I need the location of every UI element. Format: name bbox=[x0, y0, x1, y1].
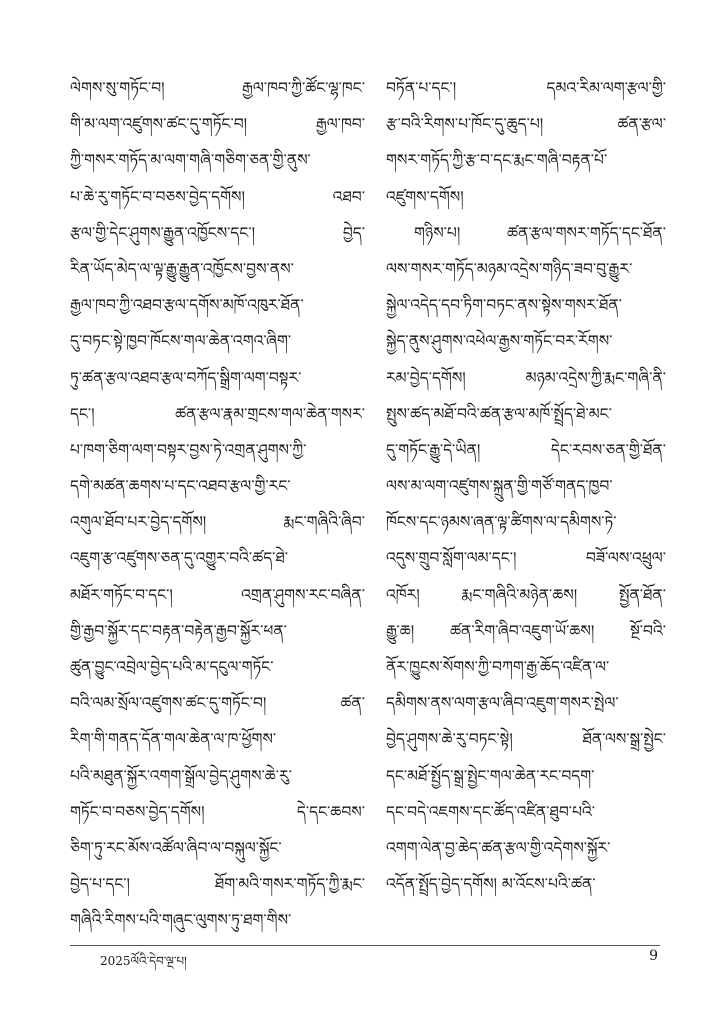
text-line: དམིགས་ནས་ལག་རྩལ་ཞིབ་འཇུག་གསར་སྤེལ་ bbox=[386, 694, 619, 713]
text-line: འདོན་སྤྲོད་བྱེད་དགོས། མ་འོངས་པའི་ཚན་ bbox=[386, 875, 596, 894]
footer-issue-label: 2025ལོའི་དེབ་ལྔ་པ། bbox=[100, 954, 187, 968]
text-line: རིག་གི་གནད་དོན་གལ་ཆེན་ལ་ཁ་ཕྱོགས་ bbox=[70, 730, 277, 749]
text-line: རྩ་བའི་རིགས་པ་ཁོང་དུ་ཆུད་པ། ཚན་རྩལ་ bbox=[386, 115, 666, 134]
text-line: པའི་མཐུན་སྐྱོར་འགག་སྒྲོལ་བྱེད་ཤུགས་ཆེ་རུ་ bbox=[70, 766, 292, 785]
text-line: སྐྱེལ་འདེད་དབ་ཏིག་བཏང་ནས་སྟེས་གསར་ཐོན་ bbox=[386, 296, 622, 315]
text-line: གི་མ་ལག་འཛུགས་ཚང་དུ་གཏོང་བ། རྒྱལ་ཁབ་ bbox=[70, 115, 365, 134]
text-line: གྱི་རྒྱབ་སྐྱོར་དང་བརྟན་བརྟེན་རྒྱབ་སྐྱོར་ཕན་ bbox=[70, 621, 287, 640]
text-line: དང་བདེ་འཇགས་དང་ཚོད་འཛིན་ཐུབ་པའི་ bbox=[386, 802, 596, 821]
text-line: འདུས་གྲུབ་སློག་ལམ་དང་། བཟོ་ལས་འཕྲུལ་ bbox=[386, 549, 666, 568]
text-line: གསར་གཏོད་ཀྱི་རྩ་བ་དང་རྨང་གཞི་བརྟན་པོ་ bbox=[386, 151, 608, 170]
text-line: ཀྱི་གསར་གཏོད་མ་ལག་གཞི་གཅིག་ཅན་གྱི་ནུས་ bbox=[70, 151, 311, 170]
text-line: ནོར་ཁྱུངས་སོགས་ཀྱི་བཀག་རྒྱ་ཆོད་འཛིན་ལ་ bbox=[386, 658, 610, 676]
text-line: བྱེད་པ་དང་། ཐོག་མའི་གསར་གཏོད་ཀྱི་རྨང་ bbox=[70, 875, 365, 894]
text-line: གཉིས་པ། ཚན་རྩལ་གསར་གཏོད་དང་ཐོན་ bbox=[414, 223, 666, 242]
text-line: དུ་བཏང་སྟེ་ཁྱབ་ཁོངས་གལ་ཆེན་འགའ་ཞིག་ bbox=[70, 332, 292, 351]
text-line: རིན་ཡོད་མེད་ལ་ལྟ་རྒྱུ་རྒྱུན་འཁྱོངས་བྱས་ནས་ bbox=[70, 259, 294, 278]
text-line: དང་མཐོ་སྤྱོད་སྒྲ་སྤྱེང་གལ་ཆེན་རང་བདག་ bbox=[386, 766, 595, 785]
footer-rule bbox=[70, 945, 660, 946]
left-column bbox=[70, 70, 365, 939]
text-line: བའི་ལམ་སྲོལ་འཛུགས་ཚང་དུ་གཏོང་བ། ཚན་ bbox=[70, 694, 365, 713]
text-line: ལས་གསར་གཏོད་མཉམ་འདྲེས་གཉིད་ཟབ་བུ་རྒྱུར་ bbox=[386, 259, 633, 278]
text-line: རྒྱུ་ཆ། ཚན་རིག་ཞིབ་འཇུག་ཡོ་ཆས། སྔོ་བའི་ bbox=[386, 621, 666, 640]
text-line: བཏོན་པ་དང་། དམའ་རིམ་ལག་རྩལ་གྱི་ bbox=[386, 79, 666, 97]
text-line: སྤུས་ཚད་མཐོ་བའི་ཚན་རྩལ་མཁོ་སྤྲོད་ཐེ་མང་ bbox=[386, 404, 612, 423]
text-line: རྩལ་གྱི་དེང་ཤུགས་རྒྱུན་འཁྱོངས་དང་། བྱེད་ bbox=[70, 223, 365, 242]
text-line: བྱེད་ཤུགས་ཆེ་རུ་བཏང་སྟེ། ཐོན་ལས་སྒྲ་སྤྱེང་ bbox=[386, 730, 666, 749]
text-line: དུ་གཏོང་རྒྱུ་དེ་ཡིན། དེང་རབས་ཅན་གྱི་ཐོན་ bbox=[386, 440, 666, 459]
text-line: ལས་མ་ལག་འཛུགས་སྐྲུན་གྱི་གཙོ་གནད་ཁྱབ་ bbox=[386, 477, 613, 496]
text-line: པ་ཆེ་རུ་གཏོང་བ་བཅས་བྱེད་དགོས། འཐབ་ bbox=[70, 187, 365, 206]
text-line: རམ་བྱེད་དགོས། མཉམ་འདྲེས་ཀྱི་རྨང་གཞི་ནི་ bbox=[386, 368, 666, 387]
text-line: པ་ཁག་ཅིག་ལག་བསྟར་བྱས་ཏེ་འགྲན་ཤུགས་ཀྱི་ bbox=[70, 440, 307, 459]
text-line: འཇུག་རྩ་འཛུགས་ཅན་དུ་འགྱུར་བའི་ཚད་ཐེ་ bbox=[70, 549, 289, 568]
text-line: ཏུ་ཚན་རྩལ་འཐབ་རྩལ་བཀོད་སྒྲིག་ལག་བསྟར་ bbox=[70, 368, 302, 387]
text-line: ཁོངས་དང་ཉམས་ཞན་ལྟ་ཚིགས་ལ་དམིགས་ཏེ་ bbox=[386, 513, 617, 532]
page-number: 9 bbox=[649, 948, 658, 964]
text-line: རྒྱལ་ཁབ་ཀྱི་འཐབ་རྩལ་དགོས་མཁོ་འཁུར་ཐོན་ bbox=[70, 296, 304, 315]
text-line: གཞིའི་རིགས་པའི་གཞུང་ལུགས་ཏུ་ཐག་གིས་ bbox=[70, 911, 292, 930]
text-line: དང་། ཚན་རྩལ་རྣམ་གྲངས་གལ་ཆེན་གསར་ bbox=[70, 404, 365, 423]
text-line: ཚུན་བྱུང་འབྲེལ་བྱེད་པའི་མ་དངུལ་གཏོང་ bbox=[70, 658, 274, 676]
text-line: མཐོར་གཏོང་བ་དང་། འགྲན་ཤུགས་རང་བཞིན་ bbox=[70, 585, 365, 604]
text-line: གཏོང་བ་བཅས་བྱེད་དགོས། དེ་དང་ཆབས་ bbox=[70, 802, 365, 821]
text-line: ཅིག་ཏུ་རང་མོས་འཚོལ་ཞིབ་ལ་བསྐུལ་སྐྱོང་ bbox=[70, 838, 282, 857]
text-line: འཛུགས་དགོས། bbox=[386, 187, 464, 206]
text-line: འགུལ་ཐོབ་པར་བྱེད་དགོས། རྨང་གཞིའི་ཞིབ་ bbox=[70, 513, 365, 532]
text-line: འཁོར། རྨང་གཞིའི་མཉེན་ཆས། སྤྱོན་ཐོན་ bbox=[386, 585, 666, 604]
text-line: སྐྱེད་ནུས་ཤུགས་འཕེལ་རྒྱས་གཏོང་བར་རོགས་ bbox=[386, 332, 613, 351]
right-column bbox=[386, 70, 666, 902]
text-line: ལེགས་སུ་གཏོང་བ། རྒྱལ་ཁབ་ཀྱི་ཚོང་ལྷ་ཁང་ bbox=[70, 79, 365, 97]
text-line: འགག་ལེན་བྱ་ཆེད་ཚན་རྩལ་གྱི་འདེགས་སྐྱོར་ bbox=[386, 838, 611, 857]
text-line: དགེ་མཚན་ཆགས་པ་དང་འཐབ་རྩལ་གྱི་རང་ bbox=[70, 477, 291, 496]
